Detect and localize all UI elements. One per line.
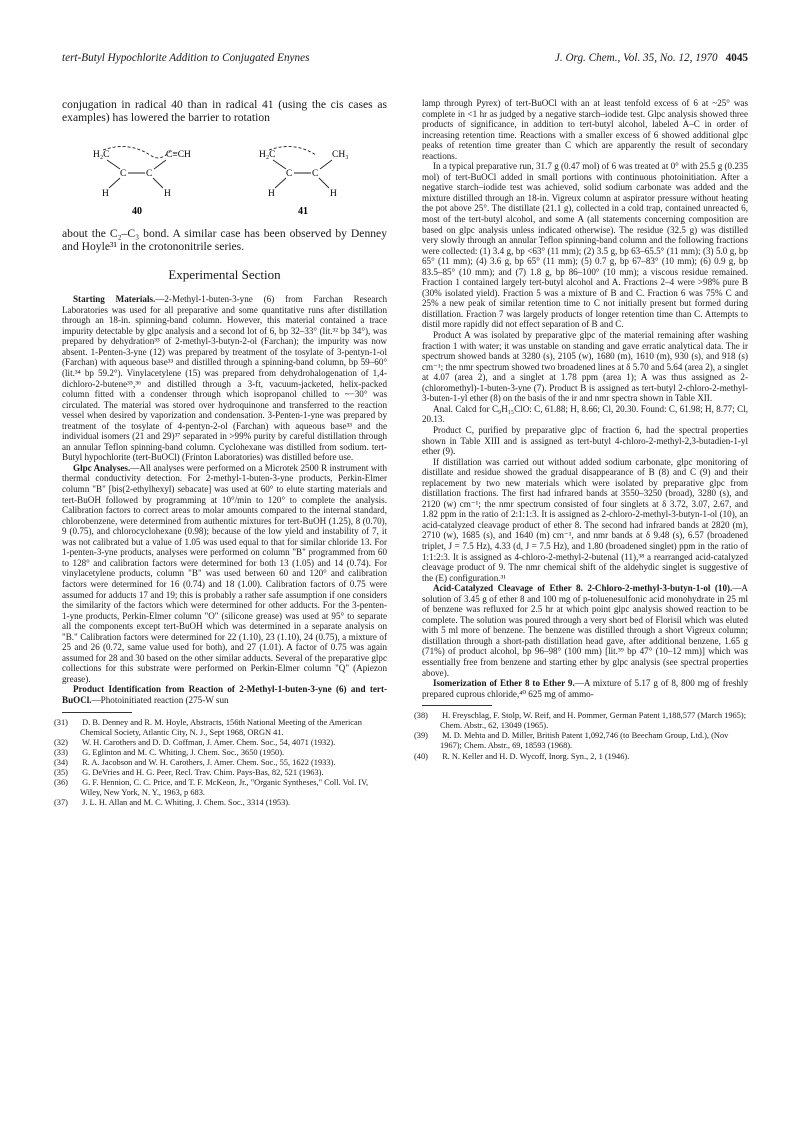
s41-bond-c2-h xyxy=(275,178,286,188)
s40-c3-label: C xyxy=(146,168,153,179)
s40-compound-number: 40 xyxy=(132,205,142,217)
footnote-number: (36) xyxy=(54,778,68,788)
s40-bond-ch2-c2 xyxy=(107,160,120,169)
footnote-text: G. F. Hennion, C. C. Price, and T. F. McKeon, Jr., "Organic Syntheses," Coll. Vol. IV, Wiley, New York, N. Y., 1963, p 683. xyxy=(80,778,369,798)
post-structure-paragraph: about the C₂–C₃ bond. A similar case has been observed by Denney and Hoyle³¹ in the crotononitrile series. xyxy=(62,226,387,253)
product-a-paragraph: Product A was isolated by preparative glpc of the material remaining after washing fraction 1 with water; it was unstable on standing and gave erratic analytical data. The ir spectrum showed bands at 3280 (s), 2105 (w), 1680 (m), 1610 (m), 930 (s), and 918 (s) cm⁻¹; the nmr spectrum showed two broadened lines at δ 5.70 and 5.64 (area 2), a singlet at 4.07 (area 2), and a singlet at 1.78 ppm (area 1); A was thus assigned as 2-(chloromethyl)-1-buten-3-yne (7). Product B is assigned as tert-butyl 2-chloro-2-methyl-3-buten-1-yl ether (8) on the basis of the ir and nmr spectra shown in Table XII. xyxy=(422,330,748,404)
left-column xyxy=(54,98,388,808)
footnote-text: J. L. H. Allan and M. C. Whiting, J. Chem. Soc., 3314 (1953). xyxy=(82,798,291,808)
footnotes-right xyxy=(414,711,748,761)
isomerization-body: —A mixture of 5.17 g of 8, 800 mg of freshly prepared cuprous chloride,⁴⁰ 625 mg of ammo- xyxy=(422,678,748,699)
footnote xyxy=(414,711,748,731)
footnote-text: W. H. Carothers and D. D. Coffman, J. Amer. Chem. Soc., 54, 4071 (1932). xyxy=(81,737,336,747)
footnote xyxy=(414,731,748,751)
footnote-number: (40) xyxy=(414,751,428,761)
distillation-paragraph: If distillation was carried out without added sodium carbonate, glpc monitoring of distillate and residue showed the gradual disappearance of B (8) and C (9) and their replacement by two new materials which were isolated by preparative glpc from distillation fractions. The first had infrared bands at 3550–3250 (broad), 3280 (s), and 2120 (w) cm⁻¹; the nmr spectrum consisted of four singlets at δ 3.72, 3.07, 2.67, and 1.82 ppm in the ratio of 2:1:1:3. It is assigned as 2-chloro-2-methyl-3-butyn-1-ol (10), an acid-catalyzed cleavage product of ether 8. The second had infrared bands at 2820 (m), 2710 (w), 1685 (s), and 1640 (m) cm⁻¹, and nmr bands at δ 9.48 (s), 6.57 (broadened triplet, J = 7.5 Hz), 4.33 (d, J = 7.5 Hz), and 1.80 (broadened singlet) ppm in the ratio of 1:1:2:3. It is assigned as 4-chloro-2-methyl-2-butenal (11),³⁸ a rearranged acid-catalyzed cleavage product of 9. The nmr chemical shift of the aldehydic singlet is suggestive of the (E) configuration.³¹ xyxy=(422,456,748,583)
footnote-rule xyxy=(422,705,492,706)
page-header xyxy=(62,52,748,68)
footnote xyxy=(54,737,387,748)
glpc-analyses-body: —All analyses were performed on a Microtek 2500 R instrument with thermal conductivity detection. For 2-methyl-1-buten-3-yne products, Perkin-Elmer column "B" [bis(2-ethylhexyl) sebacate] was used at 60° to elute starting materials and tert-BuOH followed by programming at 10°/min to 120° to complete the analysis. Calibration factors to correct areas to molar amounts compared to the internal standard, chlorobenzene, were determined from authentic mixtures for tert-BuOH (1.25), 8 (0.70), 9 (0.75), and chlorocyclohexane (0.98); because of the low yield and instability of 7, it was not calibrated but a value of 1.05 was used equal to that for similar chloride 13. For 1-penten-3-yne products, analyses were performed on column "B" programmed from 60 to 128° and calibration factors were determined for both 13 (1.05) and 14 (0.74). For vinylacetylene products, column "B" was used between 60 and 120° and calibration factors were determined for 16 (0.74) and 18 (1.00). Calibration factors of 0.75 were assumed for adducts 17 and 19; this is probably a rather safe assumption if one considers the similarity of the factors which were determined for other adducts. For the 3-penten-1-yne products, Perkin-Elmer column "O" (silicone grease) was used at 95° to separate all the components except tert-BuOH which was determined in a separate analysis on "B." Calibration factors were determined for 22 (1.10), 23 (1.10), 24 (0.75), a mixture of 25 and 26 (0.72, same value used for both), and 27 (1.01). A factor of 0.75 was again assumed for 28 and 30 based on the other similar adducts. Several of the preparative glpc collections for this substrate were performed on Perkin-Elmer column "Q" (Apiezon grease). xyxy=(62,462,387,684)
s40-bond-c2-h xyxy=(109,178,120,188)
footnote-text: G. DeVries and H. G. Peer, Recl. Trav. Chim. Pays-Bas, 82, 521 (1963). xyxy=(82,767,324,777)
product-identification-heading: Product Identification from Reaction of 2-Methyl-1-buten-3-yne (6) and tert-BuOCl. xyxy=(62,684,387,705)
isomerization-heading: Isomerization of Ether 8 to Ether 9. xyxy=(433,678,575,689)
s40-h-right-label: H xyxy=(164,188,171,199)
footnote-number: (38) xyxy=(414,711,428,721)
s41-bond-ch2-c2 xyxy=(273,160,286,169)
journal-citation xyxy=(555,52,748,64)
s41-ch2-label: H₂C xyxy=(259,149,276,160)
footnote xyxy=(54,717,387,738)
footnote-text: D. B. Denney and R. M. Hoyle, Abstracts, 156th National Meeting of the American Chemical Society, Atlantic City, N. J., Sept 1968, ORGN 41. xyxy=(80,717,362,737)
s40-ch2-label: H₂C xyxy=(93,149,110,160)
s40-ethynyl-label: C≡CH xyxy=(166,149,191,160)
structure-40 xyxy=(93,146,191,217)
footnote-number: (35) xyxy=(54,767,68,777)
page-number: 4045 xyxy=(725,52,748,64)
section-title: Experimental Section xyxy=(168,267,281,283)
footnote-number: (37) xyxy=(54,798,68,808)
footnote-text: R. A. Jacobson and W. H. Carothers, J. Amer. Chem. Soc., 55, 1622 (1933). xyxy=(82,757,336,767)
radical-structures-svg xyxy=(62,125,387,221)
footnote xyxy=(414,751,748,762)
footnote xyxy=(54,757,387,768)
footnote-number: (34) xyxy=(54,757,68,767)
isomerization-paragraph xyxy=(422,678,748,699)
s41-c2-label: C xyxy=(286,168,293,179)
footnote-text: G. Eglinton and M. C. Whiting, J. Chem. Soc., 3650 (1950). xyxy=(82,747,285,757)
glpc-analyses-paragraph xyxy=(62,463,387,684)
product-identification-paragraph xyxy=(62,684,387,705)
s41-c3-label: C xyxy=(312,168,319,179)
footnote-number: (31) xyxy=(54,717,68,727)
s41-bond-c3-methyl xyxy=(320,160,332,169)
radical-structures-figure xyxy=(62,125,387,221)
s40-h-left-label: H xyxy=(102,188,109,199)
s41-bond-c3-h xyxy=(319,178,329,188)
acid-cleavage-heading: Acid-Catalyzed Cleavage of Ether 8. 2-Chloro-2-methyl-3-butyn-1-ol (10). xyxy=(433,583,733,594)
s41-delocalization-dashes xyxy=(269,146,316,155)
footnote-number: (33) xyxy=(54,747,68,757)
footnote xyxy=(54,747,387,758)
footnote-number: (39) xyxy=(414,731,428,741)
footnote-text: R. N. Keller and H. D. Wycoff, Inorg. Syn., 2, 1 (1946). xyxy=(442,751,630,761)
s40-bond-c3-ethynyl xyxy=(154,160,166,169)
product-c-paragraph: Product C, purified by preparative glpc of fraction 6, had the spectral properties shown in Table XIII and is assigned as tert-butyl 4-chloro-2-methyl-2,3-butadien-1-yl ether (9). xyxy=(422,424,748,457)
structure-41 xyxy=(259,146,349,217)
s40-c2-label: C xyxy=(120,168,127,179)
footnote xyxy=(54,798,387,808)
reaction-paragraph: lamp through Pyrex) of tert-BuOCl with an at least tenfold excess of 6 at ~25° was complete in <1 hr as judged by a negative starch–iodide test. Glpc analysis showed three products of significance, in addition to tert-butyl alcohol, labeled A–C in order of increasing retention time. Reactions with a smaller excess of 6 showed additional glpc peaks of retention time greater than C which are apparently the result of secondary reactions. xyxy=(422,98,748,161)
analysis-paragraph: Anal. Calcd for C₉H₁₅ClO: C, 61.88; H, 8.66; Cl, 20.30. Found: C, 61.98; H, 8.77; Cl, 20.13. xyxy=(422,403,748,425)
s40-bond-c3-h xyxy=(153,178,163,188)
acid-cleavage-paragraph xyxy=(422,583,748,678)
s41-methyl-label: CH₃ xyxy=(332,149,349,160)
footnotes-left xyxy=(54,717,387,809)
preparative-run-paragraph: In a typical preparative run, 31.7 g (0.47 mol) of 6 was treated at 0° with 25.5 g (0.235 mol) of tert-BuOCl added in small portions with continuous photoinitiation. After a negative starch–iodide test was achieved, solid sodium carbonate was added and the mixture distilled through an 18-in. Vigreux column at aspirator pressure without heating the pot above 25°. The distillate (21.1 g), collected in a cold trap, contained unreacted 6, most of the tert-butyl alcohol, and some A (all statements concerning composition are based on glpc analysis unless indicated otherwise). The residue (32.5 g) was distilled very slowly through an annular Teflon spinning-band column and the following fractions were collected: (1) 3.4 g, bp <63° (11 mm); (2) 3.5 g, bp 63–65.5° (11 mm); (3) 5.0 g, bp 65° (11 mm); (4) 3.6 g, bp 65° (11 mm); (5) 0.7 g, bp 67–83° (10 mm); (6) 0.9 g, bp 83.5–85° (10 mm); and (7) 1.8 g, bp 86–100° (10 mm); a viscous residue remained. Fraction 1 contained largely tert-butyl alcohol and A. Fractions 2–4 were >98% pure B (30% isolated yield). Fraction 5 was a mixture of B and C. Fraction 6 was 75% C and 25% a new peak of similar retention time to C not initially present but formed during distillation. Fraction 7 was largely products of longer retention time than C. Attempts to distil more rapidly did not effect separation of B and C. xyxy=(422,161,749,330)
starting-materials-heading: Starting Materials. xyxy=(73,294,156,305)
footnote xyxy=(54,778,387,798)
acid-cleavage-body: —A solution of 3.45 g of ether 8 and 100 mg of p-toluenesulfonic acid monohydrate in 25 ml of benzene was refluxed for 2.5 hr at which point glpc analysis showed reaction to be complete. The solution was poured through a very short bed of Florisil which was eluted with 5 ml more of benzene. The benzene was distilled through a short Vigreux column; distillation through a short-path distillation head gave, after additional benzene, 1.65 g (71%) of product alcohol, bp 96–98° (100 mm) [lit.³⁹ bp 47° (10–12 mm)] which was essentially free from benzene and starting ether by glpc analysis (see spectral properties above). xyxy=(422,583,748,678)
starting-materials-body: —2-Methyl-1-buten-3-yne (6) from Farchan Research Laboratories was used for all preparative and some quantitative runs after distillation through an 18-in. spinning-band column. However, this material contained a trace impurity detectable by glpc analysis and a second lot of 6, bp 32–33° (lit.³² bp 34°), was prepared by dehydration³³ of 2-methyl-3-butyn-2-ol (Farchan); the impurity was now absent. 1-Penten-3-yne (12) was prepared by treatment of the tosylate of 3-pentyn-1-ol (Farchan) with aqueous base³³ and distilled through a spinning-band column, bp 59–60° (lit.³⁴ bp 59.2°). Vinylacetylene (15) was prepared from dehydrohalogenation of 1,4-dichloro-2-butene³⁵,³⁶ and distilled through a 3-ft, vacuum-jacketed, helix-packed column fitted with a condenser through which isopropanol chilled to ~−30° was circulated. The material was stored over hydroquinone and transferred to the reaction vessel when desired by vaporization and condensation. 3-Penten-1-yne was prepared by treatment of the tosylate of 4-pentyn-2-ol (Farchan) with aqueous base³³ and the individual isomers (21 and 29)³⁷ separated in >99% purity by careful distillation through an annular Teflon spinning-band column. Cyclohexane was distilled from sodium. tert-Butyl hypochlorite (tert-BuOCl) (Frinton Laboratories) was distilled before use. xyxy=(62,294,388,463)
s41-compound-number: 41 xyxy=(298,205,308,217)
footnote-rule xyxy=(62,712,132,713)
s41-h-left-label: H xyxy=(268,188,275,199)
s41-h-right-label: H xyxy=(330,188,337,199)
journal-name: J. Org. Chem., Vol. 35, No. 12, 1970 xyxy=(554,52,718,64)
footnote-number: (32) xyxy=(54,737,68,747)
intro-paragraph: conjugation in radical 40 than in radical 41 (using the cis cases as examples) has lowered the barrier to rotation xyxy=(62,98,387,125)
starting-materials-paragraph xyxy=(62,294,387,463)
glpc-analyses-heading: Glpc Analyses. xyxy=(73,462,131,473)
product-identification-body: —Photoinitiated reaction (275-W sun xyxy=(91,694,229,705)
footnote xyxy=(54,767,387,778)
right-column xyxy=(414,98,749,762)
s40-delocalization-dashes xyxy=(103,146,172,157)
footnote-text: M. D. Mehta and D. Miller, British Patent 1,092,746 (to Beecham Group, Ltd.), (Nov 1967); Chem. Abstr., 69, 18593 (1968). xyxy=(440,731,729,751)
footnote-text: H. Freyschlag, F. Stolp, W. Reif, and H. Pommer, German Patent 1,188,577 (March 1965); Chem. Abstr., 62, 13049 (1965). xyxy=(440,711,747,731)
running-title: tert-Butyl Hypochlorite Addition to Conjugated Enynes xyxy=(62,52,310,64)
